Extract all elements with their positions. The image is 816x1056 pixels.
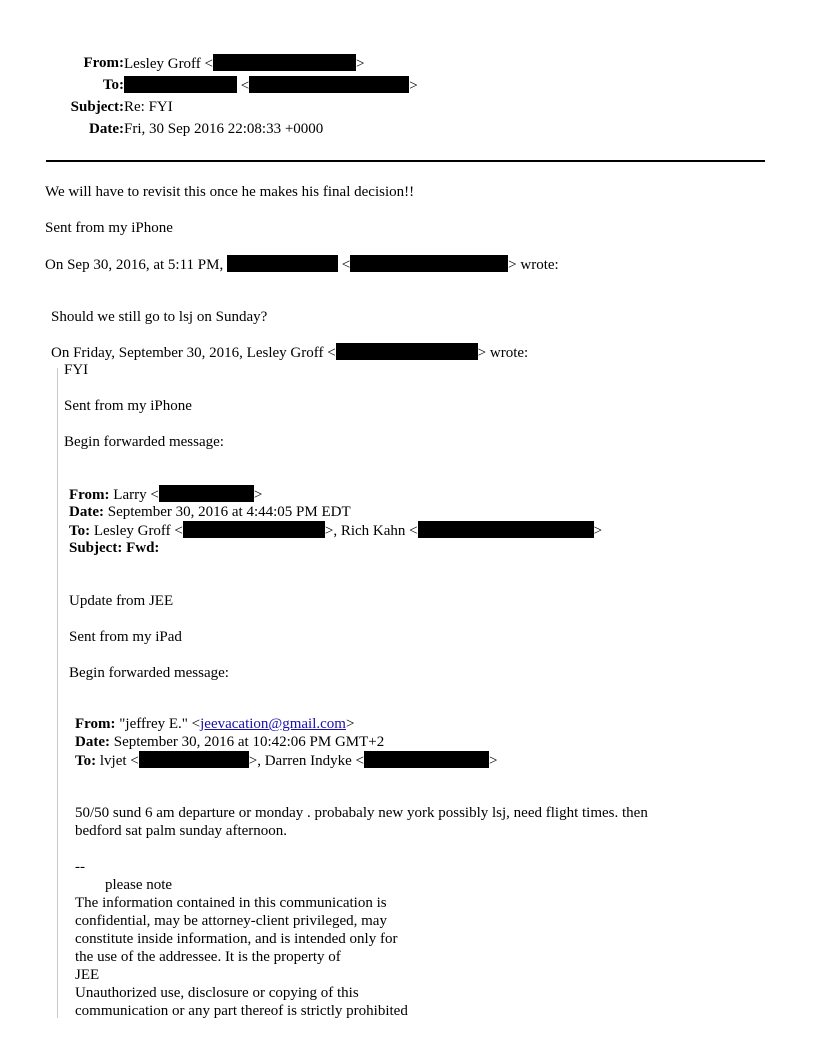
to-label: To: bbox=[102, 77, 124, 93]
fwd1-date-value: September 30, 2016 at 4:44:05 PM EDT bbox=[107, 504, 351, 520]
sent-from-iphone-1: Sent from my iPhone bbox=[45, 220, 173, 236]
fwd2-to bbox=[75, 751, 497, 770]
redaction bbox=[350, 255, 508, 272]
fwd1-to-value: Lesley Groff < bbox=[93, 523, 183, 539]
redaction bbox=[227, 255, 338, 272]
disclaimer-line: confidential, may be attorney-client privileged, may bbox=[75, 913, 387, 929]
disclaimer-line: The information contained in this communication is bbox=[75, 895, 387, 911]
redaction bbox=[124, 76, 237, 93]
fwd1-from-value: Larry < bbox=[113, 487, 159, 503]
header-divider bbox=[46, 160, 765, 162]
fwd1-to-mid: >, Rich Kahn < bbox=[324, 523, 418, 539]
subject-label: Subject: bbox=[70, 99, 124, 115]
disclaimer-line: the use of the addressee. It is the property of bbox=[75, 949, 341, 965]
fwd1-subject: Subject: Fwd: bbox=[69, 540, 160, 556]
disclaimer-line: Unauthorized use, disclosure or copying of this bbox=[75, 985, 359, 1001]
redaction bbox=[139, 751, 249, 768]
signature-dash: -- bbox=[75, 859, 85, 875]
from-label: From: bbox=[83, 55, 124, 71]
to-mid: < bbox=[240, 78, 250, 94]
fwd2-from-tail: > bbox=[345, 716, 355, 732]
fwd2-to-tail: > bbox=[488, 753, 498, 769]
reply-attribution-1 bbox=[45, 255, 559, 274]
date-value: Fri, 30 Sep 2016 22:08:33 +0000 bbox=[124, 121, 324, 137]
signature-note: please note bbox=[105, 877, 173, 893]
sender-email-link[interactable]: jeevacation@gmail.com bbox=[200, 716, 346, 732]
attribution-post: > wrote: bbox=[508, 257, 559, 273]
disclaimer-line: constitute inside information, and is intended only for bbox=[75, 931, 398, 947]
fwd2-to-value: lvjet < bbox=[99, 753, 139, 769]
fwd1-to bbox=[69, 521, 602, 540]
message-line-2: bedford sat palm sunday afternoon. bbox=[75, 823, 288, 839]
sent-from-iphone-2: Sent from my iPhone bbox=[64, 398, 192, 414]
redaction bbox=[249, 76, 409, 93]
begin-forwarded-2: Begin forwarded message: bbox=[69, 665, 229, 681]
message-line-1: 50/50 sund 6 am departure or monday . probabaly new york possibly lsj, need flight times. then bbox=[75, 805, 648, 821]
fwd2-date-label: Date: bbox=[75, 734, 110, 750]
update-line: Update from JEE bbox=[69, 593, 174, 609]
fwd2-from-label: From: bbox=[75, 716, 116, 732]
from-value bbox=[124, 54, 364, 73]
fwd2-from-name: "jeffrey E." < bbox=[119, 716, 201, 732]
fwd1-from-label: From: bbox=[69, 487, 110, 503]
fwd1-from bbox=[69, 485, 262, 504]
redaction bbox=[336, 343, 478, 360]
fwd2-date-value: September 30, 2016 at 10:42:06 PM GMT+2 bbox=[113, 734, 385, 750]
from-tail: > bbox=[356, 56, 365, 72]
fwd1-from-tail: > bbox=[253, 487, 263, 503]
to-value bbox=[124, 76, 418, 95]
to-tail: > bbox=[409, 78, 418, 94]
redaction bbox=[159, 485, 254, 502]
redaction bbox=[364, 751, 489, 768]
fwd2-date bbox=[75, 733, 384, 751]
fwd2-to-label: To: bbox=[75, 753, 97, 769]
fwd1-date bbox=[69, 503, 351, 521]
fwd1-date-label: Date: bbox=[69, 504, 104, 520]
subject-value: Re: FYI bbox=[124, 99, 173, 115]
disclaimer-line: communication or any part thereof is strictly prohibited bbox=[75, 1003, 408, 1019]
disclaimer-line: JEE bbox=[75, 967, 100, 983]
redaction bbox=[213, 54, 356, 71]
fwd1-to-tail: > bbox=[593, 523, 603, 539]
fyi-line: FYI bbox=[64, 362, 89, 378]
reply-attribution-2 bbox=[51, 343, 528, 362]
attribution-post: > wrote: bbox=[477, 345, 529, 361]
fwd2-to-mid: >, Darren Indyke < bbox=[248, 753, 364, 769]
fwd2-from bbox=[75, 715, 354, 733]
begin-forwarded-1: Begin forwarded message: bbox=[64, 434, 224, 450]
fwd1-to-label: To: bbox=[69, 523, 91, 539]
redaction bbox=[183, 521, 325, 538]
body-line-1: We will have to revisit this once he makes his final decision!! bbox=[45, 184, 415, 200]
redaction bbox=[418, 521, 594, 538]
sent-from-ipad: Sent from my iPad bbox=[69, 629, 182, 645]
attribution-text: On Friday, September 30, 2016, Lesley Groff < bbox=[51, 345, 336, 361]
quote-bar bbox=[57, 368, 58, 1018]
from-name: Lesley Groff < bbox=[124, 56, 213, 72]
question-line: Should we still go to lsj on Sunday? bbox=[51, 309, 268, 325]
date-label: Date: bbox=[89, 121, 124, 137]
attribution-mid: < bbox=[341, 257, 351, 273]
attribution-text: On Sep 30, 2016, at 5:11 PM, bbox=[45, 257, 224, 273]
